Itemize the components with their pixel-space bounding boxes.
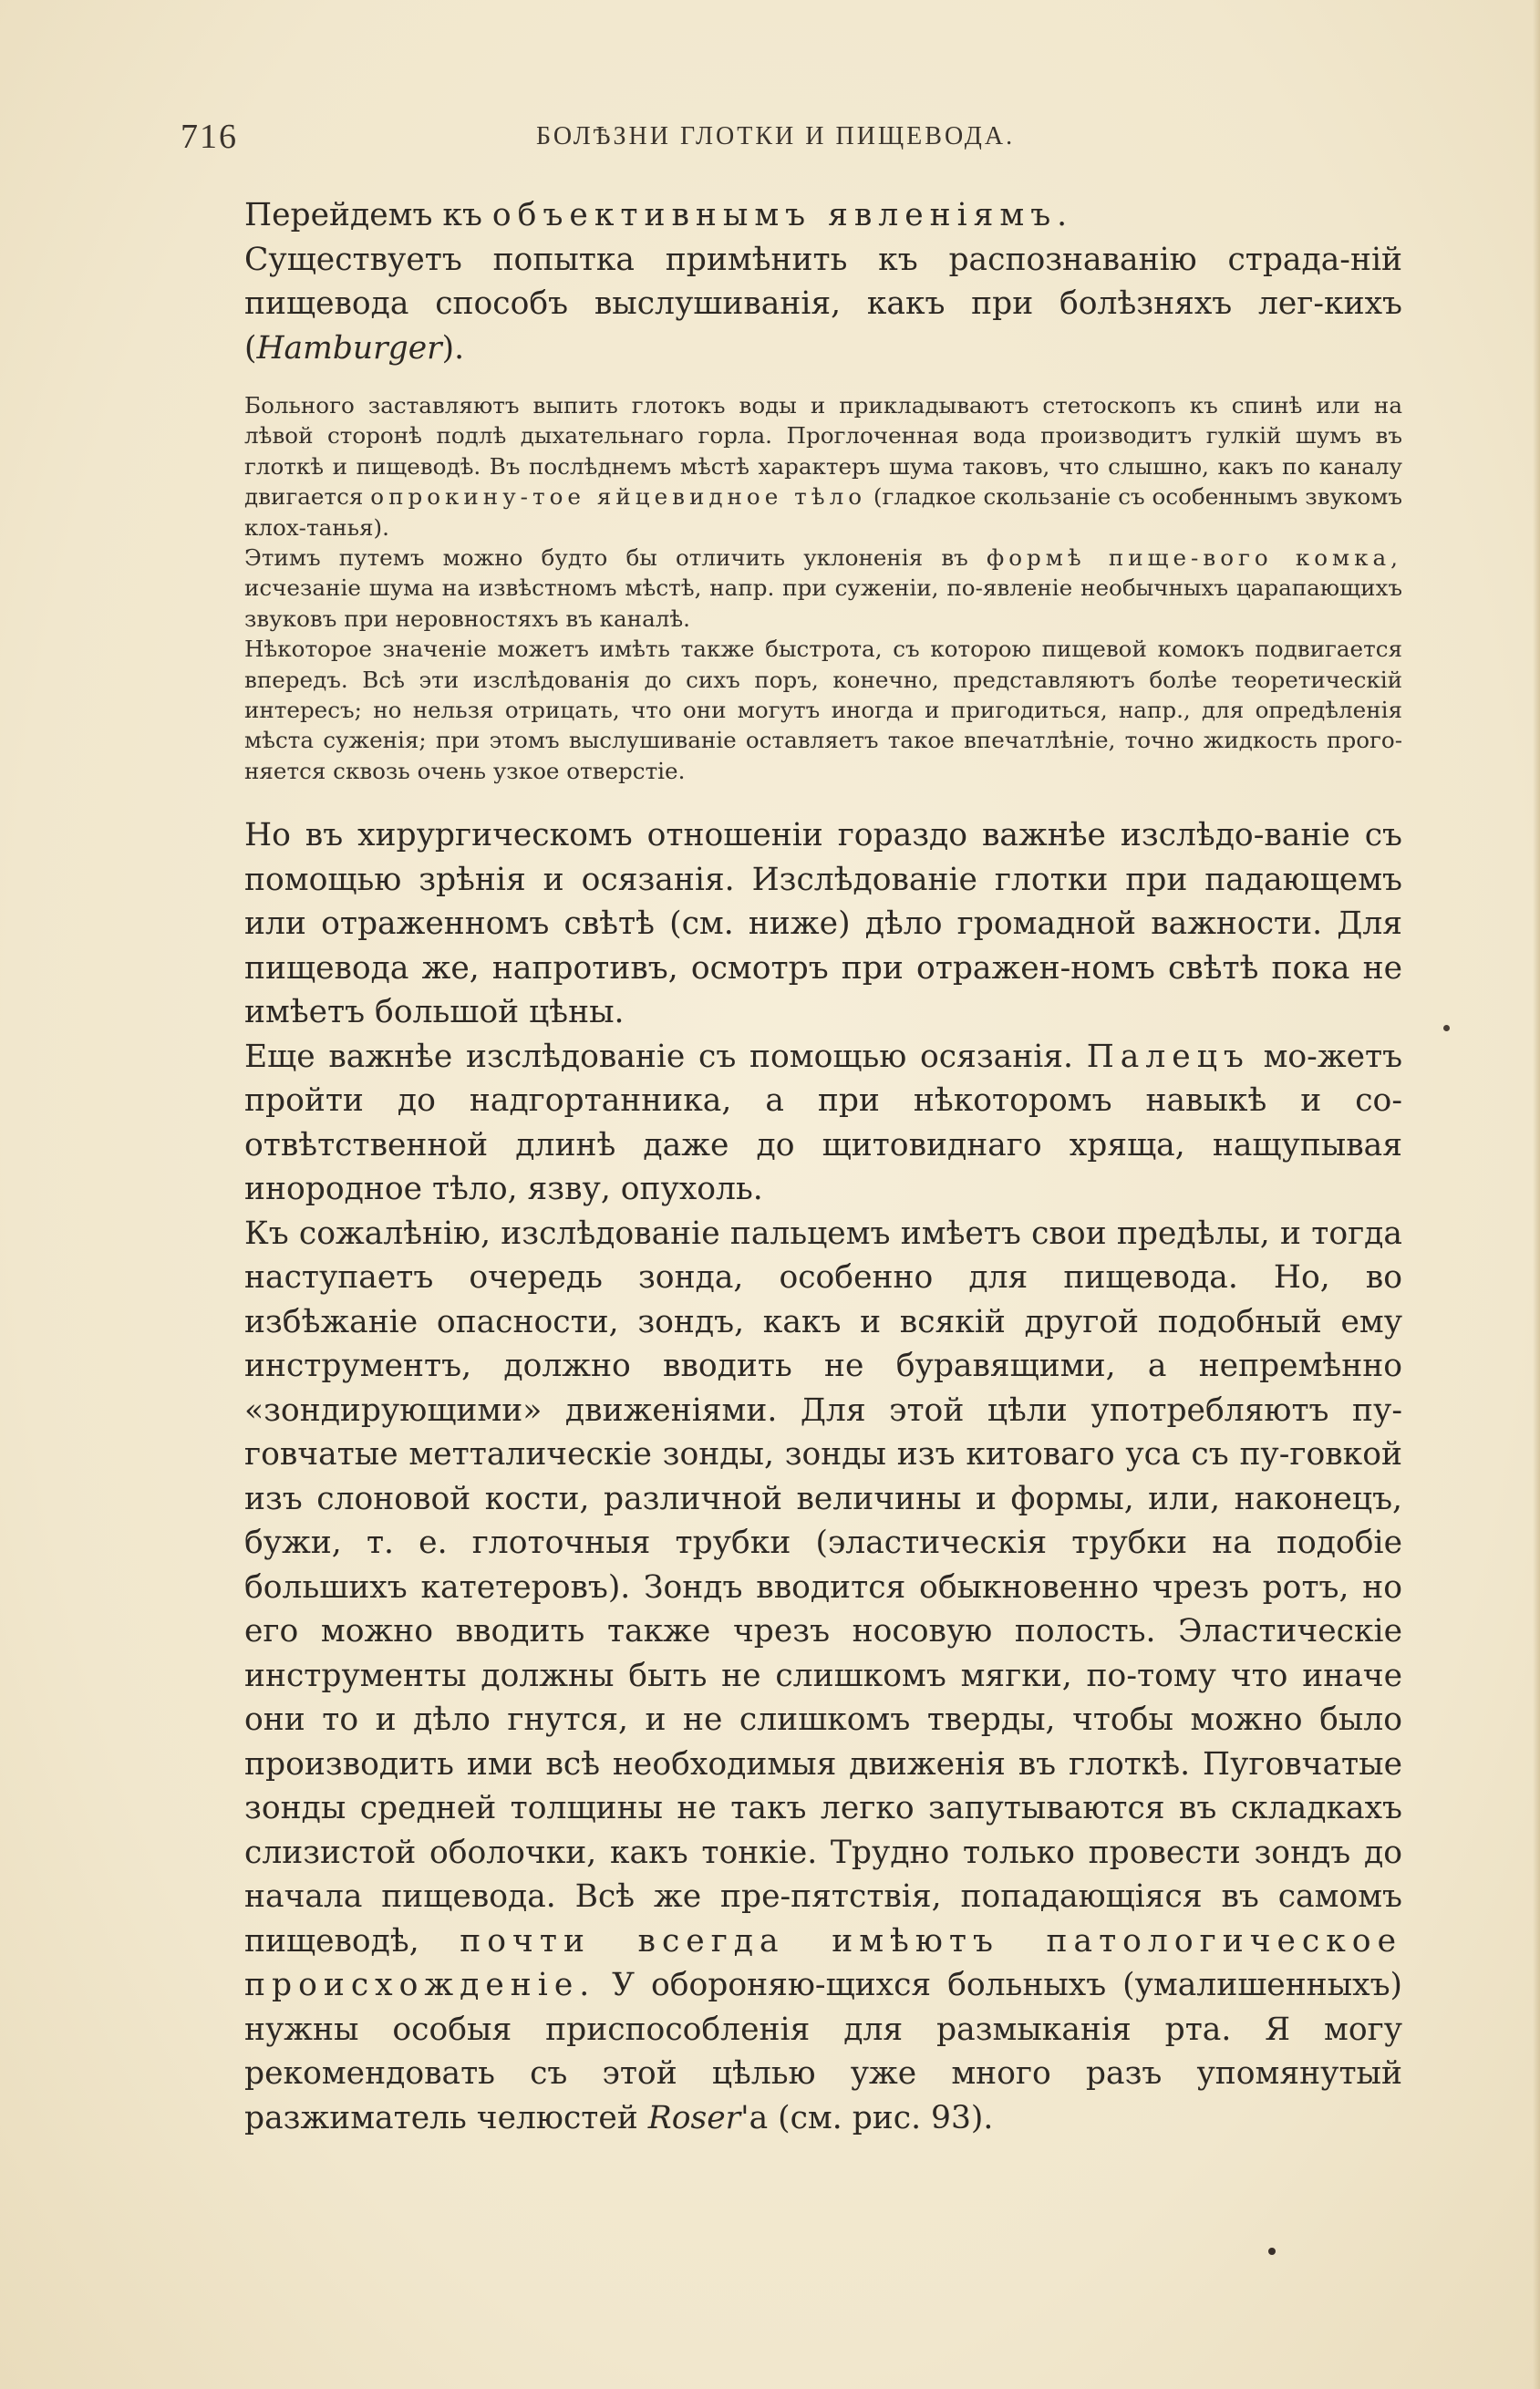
ink-speck bbox=[1268, 2248, 1276, 2255]
intro-paragraph-1 bbox=[244, 193, 1402, 238]
main-p3-end: 'а (см. рис. 93). bbox=[740, 2099, 994, 2136]
small-p2-end: исчезаніе шума на извѣстномъ мѣстѣ, напр. при суженіи, по-явленіе необычныхъ царапающихъ звуковъ при неровностяхъ въ каналѣ. bbox=[244, 574, 1402, 632]
main-p2-end: мо-жетъ пройти до надгортанника, а при нѣкоторомъ навыкѣ и со-отвѣтственной длинѣ даже до щитовиднаго хряща, нащупывая инородное тѣло, язву, опухоль. bbox=[244, 1038, 1403, 1208]
margin-ink-dot bbox=[1443, 1025, 1450, 1031]
small-paragraph-2 bbox=[244, 543, 1402, 634]
main-paragraph-3 bbox=[244, 1212, 1402, 2141]
main-p2-text: Еще важнѣе изслѣдованіе съ помощью осязанія. bbox=[244, 1038, 1073, 1075]
small-p2-text: Этимъ путемъ можно будто бы отличить уклоненія въ bbox=[244, 544, 968, 572]
small-paragraph-1 bbox=[244, 390, 1402, 543]
small-p2-spaced: формѣ пище-вого комка, bbox=[986, 544, 1402, 572]
intro-p2-end: ). bbox=[441, 329, 465, 367]
small-paragraph-3: Нѣкоторое значеніе можетъ имѣть также быстрота, съ которою пищевой комокъ подвигается впередъ. Всѣ эти изслѣдованія до сихъ поръ, конечно, представляютъ болѣе теоретическій интересъ; но нельзя отрицать, что они могутъ иногда и пригодиться, напр., для опредѣленія мѣста суженія; при этомъ выслушиваніе оставляетъ такое впечатлѣніе, точно жидкость прого-няется сквозь очень узкое отверстіе. bbox=[244, 636, 1402, 784]
author-name-hamburger: Hamburger bbox=[256, 329, 442, 367]
small-p1-spaced: опрокину-тое яйцевидное тѣло bbox=[370, 483, 867, 511]
small-print-block bbox=[244, 390, 1402, 786]
page-number: 716 bbox=[181, 118, 238, 156]
intro-spaced-heading: объективнымъ явленіямъ. bbox=[491, 197, 1074, 233]
author-name-roser: Roser bbox=[647, 2099, 741, 2136]
small-p1-text: Больного заставляютъ выпить глотокъ воды и прикладываютъ стетоскопъ къ спинѣ или на лѣвой сторонѣ подлѣ дыхательнаго горла. Проглоченная вода производитъ гулкій шумъ въ глоткѣ и пищеводѣ. Въ послѣднемъ мѣстѣ характеръ шума таковъ, что слышно, какъ по каналу двигается bbox=[244, 392, 1402, 511]
main-p3-text: Къ сожалѣнію, изслѣдованіе пальцемъ имѣетъ свои предѣлы, и тогда наступаетъ очередь зонда, особенно для пищевода. Но, во избѣжаніе опасности, зондъ, какъ и всякій другой подобный ему инструментъ, должно вводить не буравящими, а непремѣнно «зондирующими» движеніями. Для этой цѣли употребляютъ пу-говчатые метталическіе зонды, зонды изъ китоваго уса съ пу-говкой изъ слоновой кости, различной величины и формы, или, наконецъ, бужи, т. е. глоточныя трубки (эластическія трубки на подобіе большихъ катетеровъ). Зондъ вводится обыкновенно чрезъ ротъ, но его можно вводить также чрезъ носовую полость. Эластическіе инструменты должны быть не слишкомъ мягки, по-тому что иначе они то и дѣло гнутся, и не слишкомъ тверды, чтобы можно было производить ими всѣ необходимыя движенія въ глоткѣ. Пуговчатые зонды средней толщины не такъ легко запутываются въ складкахъ слизистой оболочки, какъ тонкіе. Трудно только провести зондъ до начала пищевода. Всѣ же пре-пятствія, попадающіяся въ самомъ пищеводѣ, bbox=[244, 1215, 1402, 1960]
main-p3-continued: У обороняю-щихся больныхъ (умалишенныхъ) нужны особыя приспособленія для размыканія рта. Я могу рекомендовать съ этой цѣлью уже много разъ упомянутый разжиматель челюстей bbox=[244, 1967, 1403, 2136]
intro-paragraph-2 bbox=[244, 238, 1402, 371]
main-paragraph-2 bbox=[244, 1035, 1402, 1212]
page-content bbox=[244, 193, 1402, 2140]
intro-lead: Перейдемъ къ bbox=[244, 197, 482, 233]
intro-p2-text: Существуетъ попытка примѣнить къ распознаванію страда-ній пищевода способъ выслушиванія, какъ при болѣзняхъ лег-кихъ ( bbox=[244, 241, 1402, 367]
main-paragraph-1: Но въ хирургическомъ отношеніи гораздо важнѣе изслѣдо-ваніе съ помощью зрѣнія и осязанія. Изслѣдованіе глотки при падающемъ или отраженномъ свѣтѣ (см. ниже) дѣло громадной важности. Для пищевода же, напротивъ, осмотръ при отражен-номъ свѣтѣ пока не имѣетъ большой цѣны. bbox=[244, 817, 1402, 1031]
main-p2-spaced: Палецъ bbox=[1086, 1038, 1250, 1075]
page-header bbox=[181, 117, 1402, 162]
running-head: БОЛѢЗНИ ГЛОТКИ И ПИЩЕВОДА. bbox=[536, 122, 1016, 150]
main-p3-spaced: почти всегда имѣютъ патологическое происхожденіе. bbox=[244, 1922, 1402, 2004]
main-text-block bbox=[244, 813, 1402, 2140]
page-edge-shadow bbox=[1533, 0, 1540, 2389]
small-p1-end: (гладкое скользаніе съ особеннымъ звукомъ клох-танья). bbox=[244, 483, 1402, 541]
